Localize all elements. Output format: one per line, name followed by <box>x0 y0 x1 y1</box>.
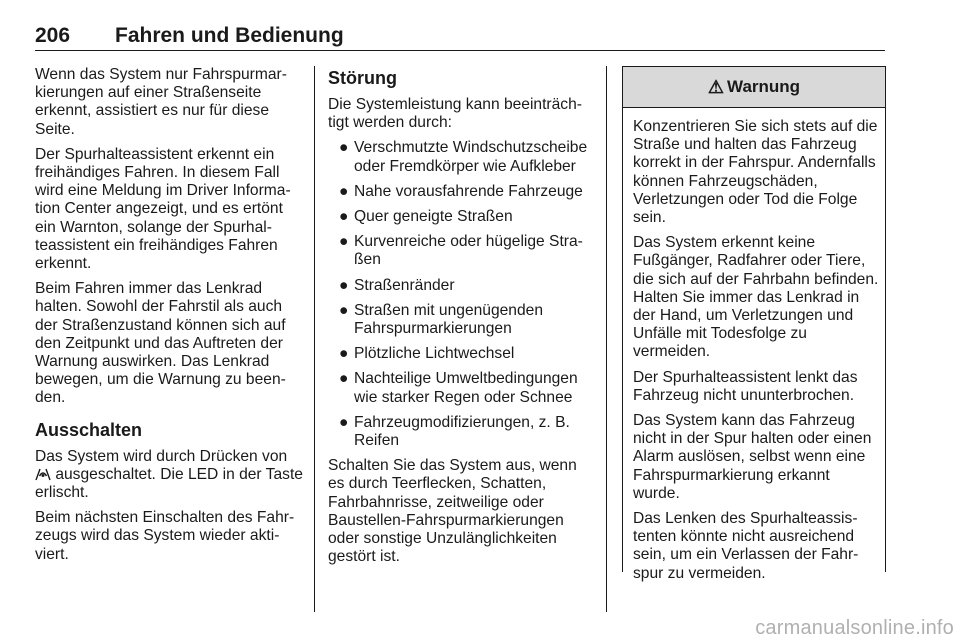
warning-body <box>623 108 885 583</box>
warning-header <box>623 67 885 108</box>
paragraph: Schalten Sie das System aus, wenn es durch Teerflecken, Schatten, Fahrbahnrisse, zeitweilige oder Baustellen-Fahrspurmarkierungen oder sonstige Unzulänglichkeiten gestört ist. <box>328 457 577 566</box>
paragraph: Der Spurhalteassistent erkennt ein freihändiges Fahren. In diesem Fall wird eine Meldung im Driver Information Center angezeigt, und es ertönt ein Warnton, solange der Spurhalteassistent ein freihändiges Fahren erkennt. <box>35 145 291 273</box>
bullet-dot: ● <box>339 413 349 431</box>
bullet-dot: ● <box>339 301 349 319</box>
bullet-dot: ● <box>339 139 349 157</box>
header-rule <box>35 50 885 51</box>
warning-box <box>622 66 886 582</box>
lane-keep-assist-icon <box>35 467 51 481</box>
warning-paragraph: Das System erkennt keine Fußgänger, Radfahrer oder Tiere, die sich auf der Fahrbahn befinden. Halten Sie immer das Lenkrad in der Hand, um Verletzungen und Unfälle mit Todesfolge zu vermeiden. <box>633 234 879 361</box>
list-item: ● Nahe vorausfahrende Fahrzeuge <box>339 182 583 200</box>
column-divider <box>606 66 607 612</box>
watermark: carmanualsonline.info <box>755 617 954 639</box>
paragraph <box>35 448 305 503</box>
list-item: ● Straßen mit ungenügenden Fahrspurmarkierungen <box>339 301 543 338</box>
bullet-dot: ● <box>339 233 349 251</box>
column-middle <box>328 66 596 573</box>
page-header <box>35 22 885 50</box>
warning-paragraph: Konzentrieren Sie sich stets auf die Straße und halten das Fahrzeug korrekt in der Fahrspur. Andernfalls können Fahrzeugschäden, Verletzungen oder Tod die Folge sein. <box>633 118 878 227</box>
column-left <box>35 66 305 571</box>
section-heading-stoerung: Störung <box>328 68 397 88</box>
bullet-dot: ● <box>339 276 349 294</box>
paragraph: Beim nächsten Einschalten des Fahrzeugs wird das System wieder aktiviert. <box>35 509 295 563</box>
paragraph: Beim Fahren immer das Lenkrad halten. Sowohl der Fahrstil als auch der Straßenzustand können sich auf den Zeitpunkt und das Auftreten der Warnung auswirken. Das Lenkrad bewegen, um die Warnung zu beenden. <box>35 280 286 407</box>
list-item: ● Verschmutzte Windschutzscheibe oder Fremdkörper wie Aufkleber <box>339 139 588 175</box>
paragraph: Die Systemleistung kann beeinträchtigt werden durch: <box>328 96 582 132</box>
paragraph: Wenn das System nur Fahrspurmarkierungen auf einer Straßenseite erkennt, assistiert es nur für diese Seite. <box>35 66 287 138</box>
chapter-title: Fahren und Bedienung <box>115 24 344 47</box>
bullet-dot: ● <box>339 370 349 388</box>
paragraph-text: Das System wird durch Drücken von <box>35 447 288 465</box>
list-item: ● Nachteilige Umweltbedingungen wie starker Regen oder Schnee <box>339 370 578 406</box>
bullet-dot: ● <box>339 208 349 226</box>
paragraph-text: ausgeschaltet. Die LED in der Taste erlischt. <box>35 465 303 502</box>
column-divider <box>314 66 315 612</box>
bullet-list <box>328 139 596 450</box>
warning-paragraph: Das Lenken des Spurhalteassistenten könnte nicht ausreichend sein, um ein Verlassen der Fahrspur zu vermeiden. <box>633 510 859 582</box>
warning-triangle-icon: ⚠ <box>707 76 725 97</box>
page-number: 206 <box>35 24 71 47</box>
list-item: ● Quer geneigte Straßen <box>339 208 513 226</box>
list-item: ● Kurvenreiche oder hügelige Straßen <box>339 233 583 269</box>
warning-title: Warnung <box>727 77 801 96</box>
bullet-dot: ● <box>339 345 349 363</box>
warning-paragraph: Das System kann das Fahrzeug nicht in der Spur halten oder einen Alarm auslösen, selbst wenn eine Fahrspurmarkierung erkannt wurde. <box>633 412 872 502</box>
list-item: ● Fahrzeugmodifizierungen, z. B. Reifen <box>339 413 570 450</box>
warning-paragraph: Der Spurhalteassistent lenkt das Fahrzeug nicht ununterbrochen. <box>633 368 858 404</box>
list-item: ● Straßenränder <box>339 276 455 294</box>
bullet-dot: ● <box>339 182 349 200</box>
list-item: ● Plötzliche Lichtwechsel <box>339 345 515 363</box>
section-heading-ausschalten: Ausschalten <box>35 419 143 440</box>
